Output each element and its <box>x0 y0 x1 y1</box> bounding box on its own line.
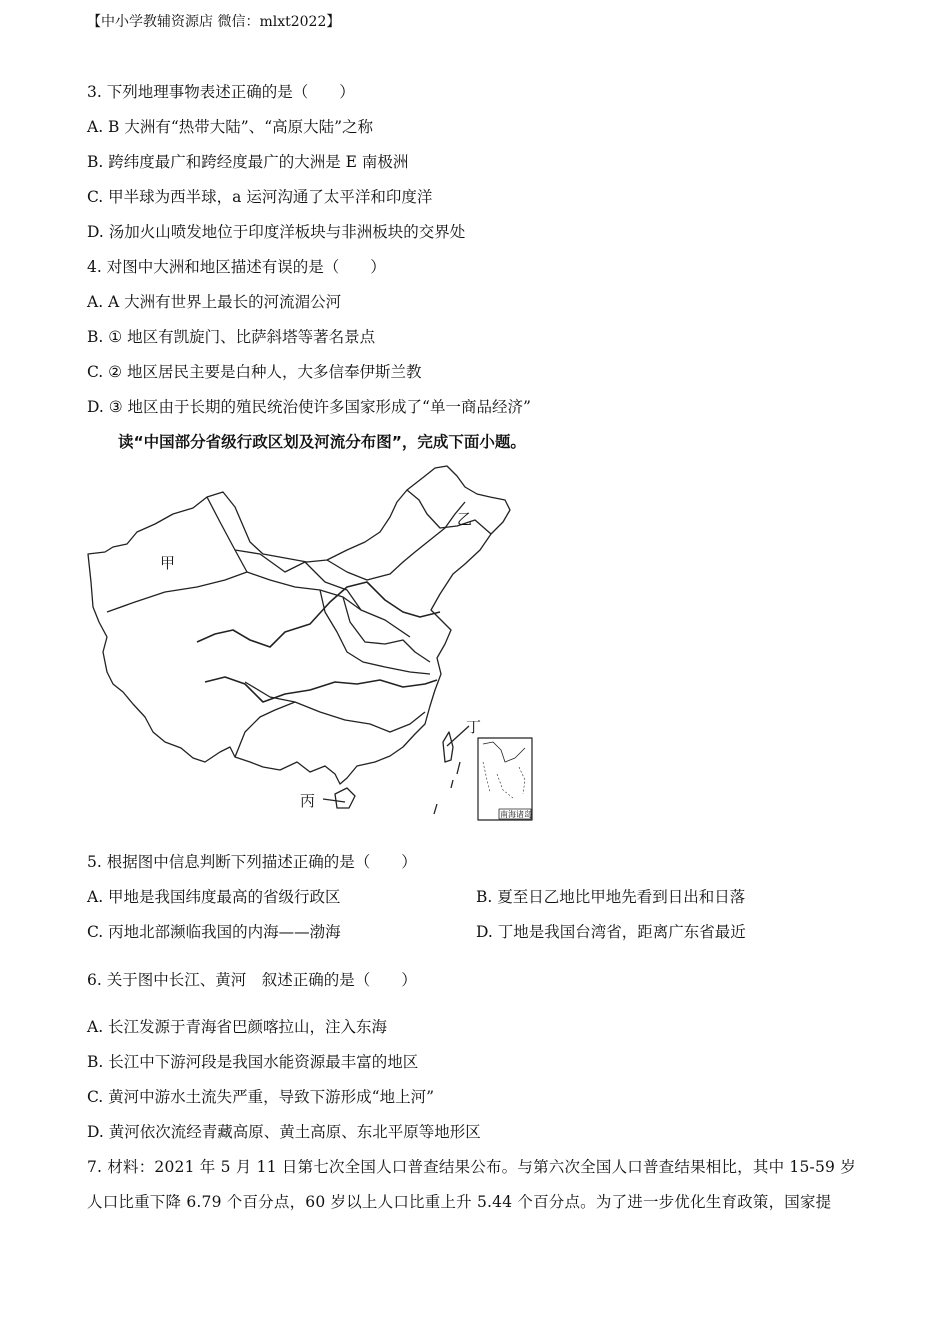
heilongjiang-border <box>407 490 491 534</box>
south-china-sea-inset <box>478 738 532 820</box>
bing-leader-line <box>323 799 345 802</box>
q5-option-d: D. 丁地是我国台湾省，距离广东省最近 <box>476 923 746 941</box>
q7-material: 7. 材料：2021 年 5 月 11 日第七次全国人口普查结果公布。与第六次全国人口普查结果相比，其中 15-59 岁人口比重下降 6.79 个百分点，60 岁以上人口比重上升 5.44 个百分点。为了进一步优化生育政策，国家提 <box>87 1158 856 1211</box>
q3-option-b: B. 跨纬度最广和跨经度最广的大洲是 E 南极洲 <box>87 153 409 171</box>
map-label-yi: 乙 <box>457 510 473 528</box>
yellow-river <box>197 582 440 647</box>
q4-option-a: A. A 大洲有世界上最长的河流湄公河 <box>87 293 342 311</box>
q6-option-c: C. 黄河中游水土流失严重，导致下游形成“地上河” <box>87 1088 435 1106</box>
yunnan-border <box>235 702 295 757</box>
map-label-bing: 丙 <box>300 792 316 810</box>
q5-stem: 5. 根据图中信息判断下列描述正确的是（ ） <box>87 853 417 871</box>
q3-option-a: A. B 大洲有“热带大陆”、“高原大陆”之称 <box>87 118 374 136</box>
q6-stem: 6. 关于图中长江、黄河 叙述正确的是（ ） <box>87 971 417 989</box>
q3-option-d: D. 汤加火山喷发地位于印度洋板块与非洲板块的交界处 <box>87 223 466 241</box>
hainan-island <box>335 788 355 808</box>
q5-option-b: B. 夏至日乙地比甲地先看到日出和日落 <box>476 888 746 906</box>
q6-option-d: D. 黄河依次流经青藏高原、黄土高原、东北平原等地形区 <box>87 1123 481 1141</box>
q5-option-c: C. 丙地北部濒临我国的内海——渤海 <box>87 923 341 941</box>
taiwan-island <box>443 732 453 762</box>
map-label-jia: 甲 <box>160 554 176 572</box>
south-border <box>245 682 425 732</box>
q3-stem: 3. 下列地理事物表述正确的是（ ） <box>87 83 355 101</box>
china-province-map <box>85 462 540 822</box>
map-inset-label: 南海诸岛 <box>500 810 532 819</box>
yangtze-river <box>205 677 437 702</box>
sichuan-border <box>320 590 430 674</box>
map-intro: 读“中国部分省级行政区划及河流分布图”，完成下面小题。 <box>118 433 526 451</box>
gansu-border <box>235 550 361 610</box>
innermongolia-border <box>327 502 465 580</box>
map-label-ding: 丁 <box>466 718 482 736</box>
q5-option-a: A. 甲地是我国纬度最高的省级行政区 <box>87 888 341 906</box>
q6-option-b: B. 长江中下游河段是我国水能资源最丰富的地区 <box>87 1053 419 1071</box>
q4-option-d: D. ③ 地区由于长期的殖民统治使许多国家形成了“单一商品经济” <box>87 398 531 416</box>
q3-option-c: C. 甲半球为西半球，a 运河沟通了太平洋和印度洋 <box>87 188 433 206</box>
q6-option-a: A. 长江发源于青海省巴颜喀拉山，注入东海 <box>87 1018 388 1036</box>
xinjiang-border <box>107 497 247 612</box>
q4-stem: 4. 对图中大洲和地区描述有误的是（ ） <box>87 258 386 276</box>
q4-option-b: B. ① 地区有凯旋门、比萨斜塔等著名景点 <box>87 328 376 346</box>
page-header: 【中小学教辅资源店 微信：mlxt2022】 <box>87 14 341 30</box>
q4-option-c: C. ② 地区居民主要是白种人，大多信奉伊斯兰教 <box>87 363 422 381</box>
